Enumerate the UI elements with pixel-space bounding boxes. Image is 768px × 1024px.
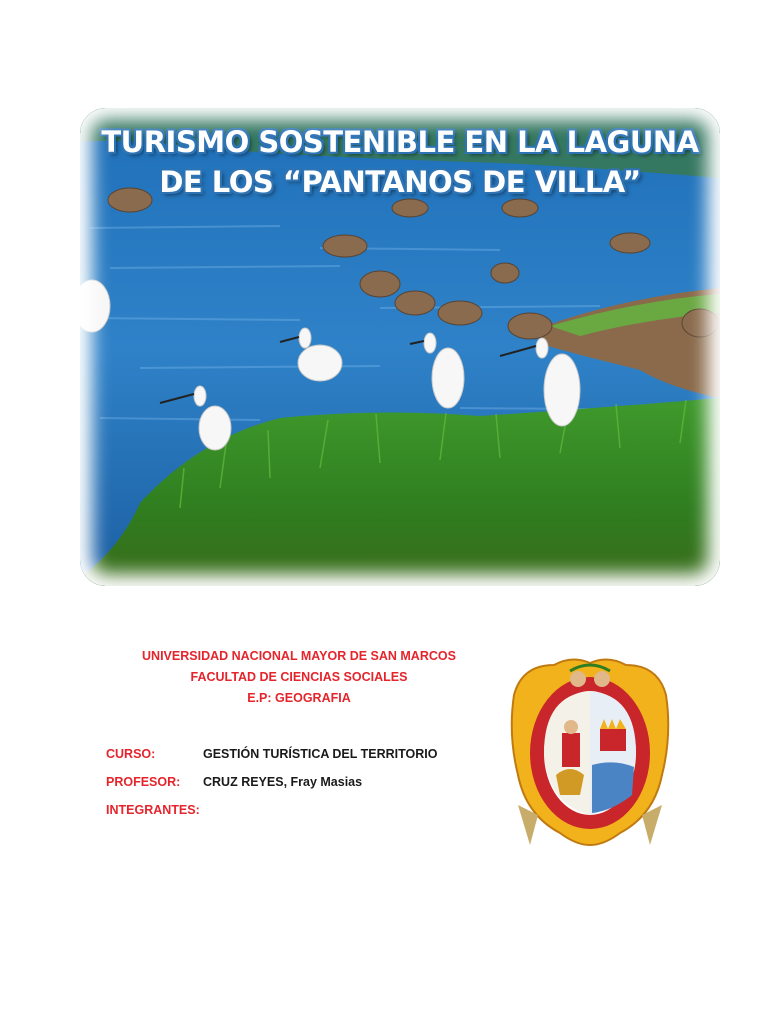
cover-title-line-1: TURISMO SOSTENIBLE EN LA LAGUNA xyxy=(101,125,699,159)
course-value: GESTIÓN TURÍSTICA DEL TERRITORIO xyxy=(203,747,438,761)
cover-title-line-2: DE LOS “PANTANOS DE VILLA” xyxy=(159,165,641,199)
school-name: E.P: GEOGRAFIA xyxy=(247,691,351,705)
professor-label: PROFESOR: xyxy=(106,775,181,789)
faculty-name: FACULTAD DE CIENCIAS SOCIALES xyxy=(190,670,408,684)
members-label: INTEGRANTES: xyxy=(106,803,200,817)
institution-block xyxy=(100,646,498,709)
cover-title xyxy=(80,122,720,202)
professor-value: CRUZ REYES, Fray Masias xyxy=(203,775,363,789)
university-name: UNIVERSIDAD NACIONAL MAYOR DE SAN MARCOS xyxy=(142,649,456,663)
cover-photo xyxy=(80,108,720,586)
university-seal-icon xyxy=(508,655,672,855)
course-label: CURSO: xyxy=(106,747,156,761)
